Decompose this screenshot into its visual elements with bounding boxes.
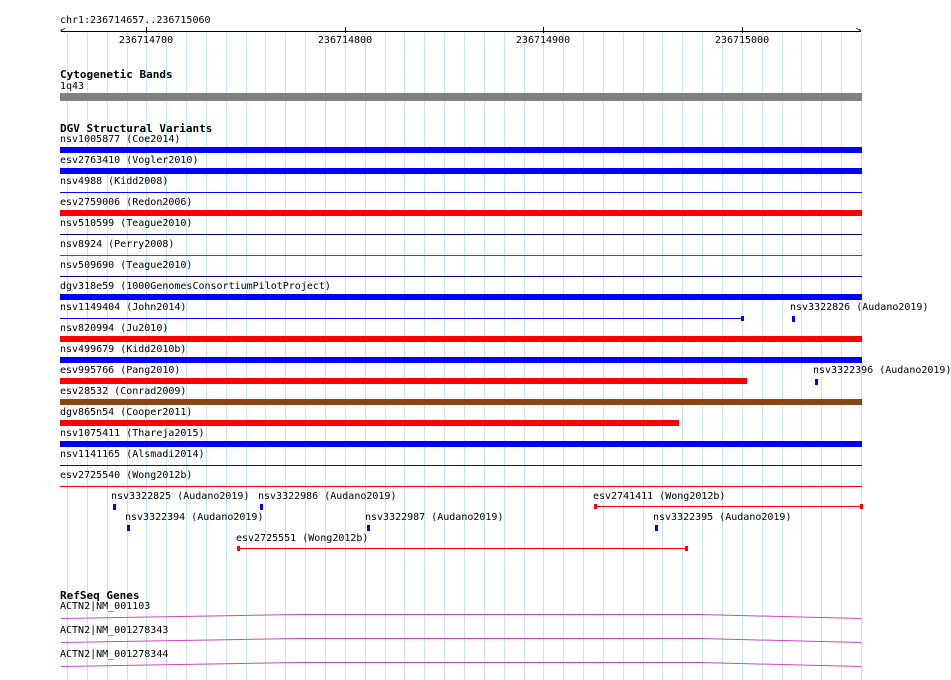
dgv-variant-label[interactable]: nsv8924 (Perry2008): [60, 239, 175, 250]
ruler-tick-label: 236714700: [118, 35, 174, 46]
dgv-variant-label[interactable]: nsv820994 (Ju2010): [60, 323, 169, 334]
refseq-gene-intron[interactable]: [0, 636, 890, 646]
ruler-tick: [543, 27, 544, 33]
dgv-variant-bar[interactable]: [60, 336, 862, 342]
ruler-left-arrow-icon: <: [60, 26, 66, 36]
refseq-gene-label[interactable]: ACTN2|NM_001278343: [60, 625, 169, 636]
ruler-tick-label: 236714900: [515, 35, 571, 46]
dgv-variant-bar[interactable]: [60, 399, 862, 405]
dgv-variant-label[interactable]: nsv509690 (Teague2010): [60, 260, 193, 271]
dgv-variant-bar[interactable]: [238, 548, 686, 549]
dgv-variant-end-marker[interactable]: [237, 546, 240, 551]
dgv-variant-end-marker[interactable]: [860, 504, 863, 509]
dgv-variant-label[interactable]: nsv1141165 (Alsmadi2014): [60, 449, 205, 460]
dgv-variant-label[interactable]: dgv865n54 (Cooper2011): [60, 407, 193, 418]
dgv-track-title: DGV Structural Variants: [60, 122, 213, 135]
cytoband-bar[interactable]: [60, 93, 862, 101]
ruler-tick-label: 236715000: [714, 35, 770, 46]
dgv-variant-label[interactable]: esv2763410 (Vogler2010): [60, 155, 199, 166]
refseq-gene-intron[interactable]: [0, 660, 890, 670]
dgv-variant-label[interactable]: nsv1075411 (Thareja2015): [60, 428, 205, 439]
dgv-variant-label[interactable]: nsv3322395 (Audano2019): [653, 512, 792, 523]
dgv-variant-bar[interactable]: [60, 441, 862, 447]
ruler-axis: [61, 31, 861, 32]
ruler-tick: [146, 27, 147, 33]
cytoband-label: 1q43: [60, 81, 85, 92]
dgv-variant-bar[interactable]: [60, 276, 862, 277]
refseq-gene-line: [61, 639, 861, 643]
refseq-track-title: RefSeq Genes: [60, 589, 140, 602]
dgv-variant-label[interactable]: nsv499679 (Kidd2010b): [60, 344, 187, 355]
dgv-variant-label[interactable]: nsv3322394 (Audano2019): [125, 512, 264, 523]
dgv-variant-marker[interactable]: [113, 504, 116, 510]
dgv-variant-bar[interactable]: [60, 318, 743, 319]
ruler-tick-label: 236714800: [317, 35, 373, 46]
dgv-variant-end-marker[interactable]: [741, 316, 744, 321]
dgv-variant-label[interactable]: esv2725551 (Wong2012b): [236, 533, 369, 544]
dgv-variant-bar[interactable]: [60, 294, 862, 300]
dgv-variant-label[interactable]: nsv3322987 (Audano2019): [365, 512, 504, 523]
dgv-variant-marker[interactable]: [367, 525, 370, 531]
dgv-variant-label[interactable]: nsv3322825 (Audano2019): [111, 491, 250, 502]
dgv-variant-marker[interactable]: [260, 504, 263, 510]
ruler-tick: [742, 27, 743, 33]
dgv-variant-label[interactable]: esv28532 (Conrad2009): [60, 386, 187, 397]
dgv-variant-bar[interactable]: [595, 506, 861, 507]
refseq-gene-label[interactable]: ACTN2|NM_001278344: [60, 649, 169, 660]
dgv-variant-bar[interactable]: [60, 147, 862, 153]
dgv-variant-bar[interactable]: [60, 465, 862, 466]
dgv-variant-label[interactable]: esv2759006 (Redon2006): [60, 197, 193, 208]
dgv-variant-bar[interactable]: [60, 255, 862, 256]
dgv-variant-bar[interactable]: [60, 486, 862, 487]
dgv-variant-label[interactable]: esv2741411 (Wong2012b): [593, 491, 726, 502]
dgv-variant-end-marker[interactable]: [594, 504, 597, 509]
dgv-variant-marker[interactable]: [792, 316, 795, 322]
locus-label: chr1:236714657..236715060: [60, 15, 211, 26]
refseq-gene-line: [61, 615, 861, 619]
dgv-variant-bar[interactable]: [60, 420, 679, 426]
refseq-gene-label[interactable]: ACTN2|NM_001103: [60, 601, 151, 612]
ruler-right-arrow-icon: >: [856, 26, 862, 36]
dgv-variant-label[interactable]: nsv3322396 (Audano2019): [813, 365, 951, 376]
dgv-variant-label[interactable]: nsv4988 (Kidd2008): [60, 176, 169, 187]
dgv-variant-label[interactable]: nsv1005877 (Coe2014): [60, 134, 181, 145]
dgv-variant-label[interactable]: nsv3322986 (Audano2019): [258, 491, 397, 502]
dgv-variant-bar[interactable]: [60, 168, 862, 174]
dgv-variant-bar[interactable]: [60, 378, 747, 384]
dgv-variant-label[interactable]: nsv510599 (Teague2010): [60, 218, 193, 229]
dgv-variant-label[interactable]: nsv3322826 (Audano2019): [790, 302, 929, 313]
dgv-variant-label[interactable]: nsv1149404 (John2014): [60, 302, 187, 313]
dgv-variant-marker[interactable]: [127, 525, 130, 531]
refseq-gene-line: [61, 663, 861, 667]
dgv-variant-label[interactable]: esv2725540 (Wong2012b): [60, 470, 193, 481]
refseq-gene-intron[interactable]: [0, 612, 890, 622]
dgv-variant-bar[interactable]: [60, 234, 862, 235]
dgv-variant-marker[interactable]: [655, 525, 658, 531]
cytoband-track-title: Cytogenetic Bands: [60, 68, 173, 81]
dgv-variant-bar[interactable]: [60, 357, 862, 363]
ruler-tick: [345, 27, 346, 33]
dgv-variant-label[interactable]: dgv318e59 (1000GenomesConsortiumPilotProject): [60, 281, 331, 292]
dgv-variant-bar[interactable]: [60, 192, 862, 193]
dgv-variant-label[interactable]: esv995766 (Pang2010): [60, 365, 181, 376]
dgv-variant-bar[interactable]: [60, 210, 862, 216]
dgv-variant-end-marker[interactable]: [685, 546, 688, 551]
dgv-variant-marker[interactable]: [815, 379, 818, 385]
